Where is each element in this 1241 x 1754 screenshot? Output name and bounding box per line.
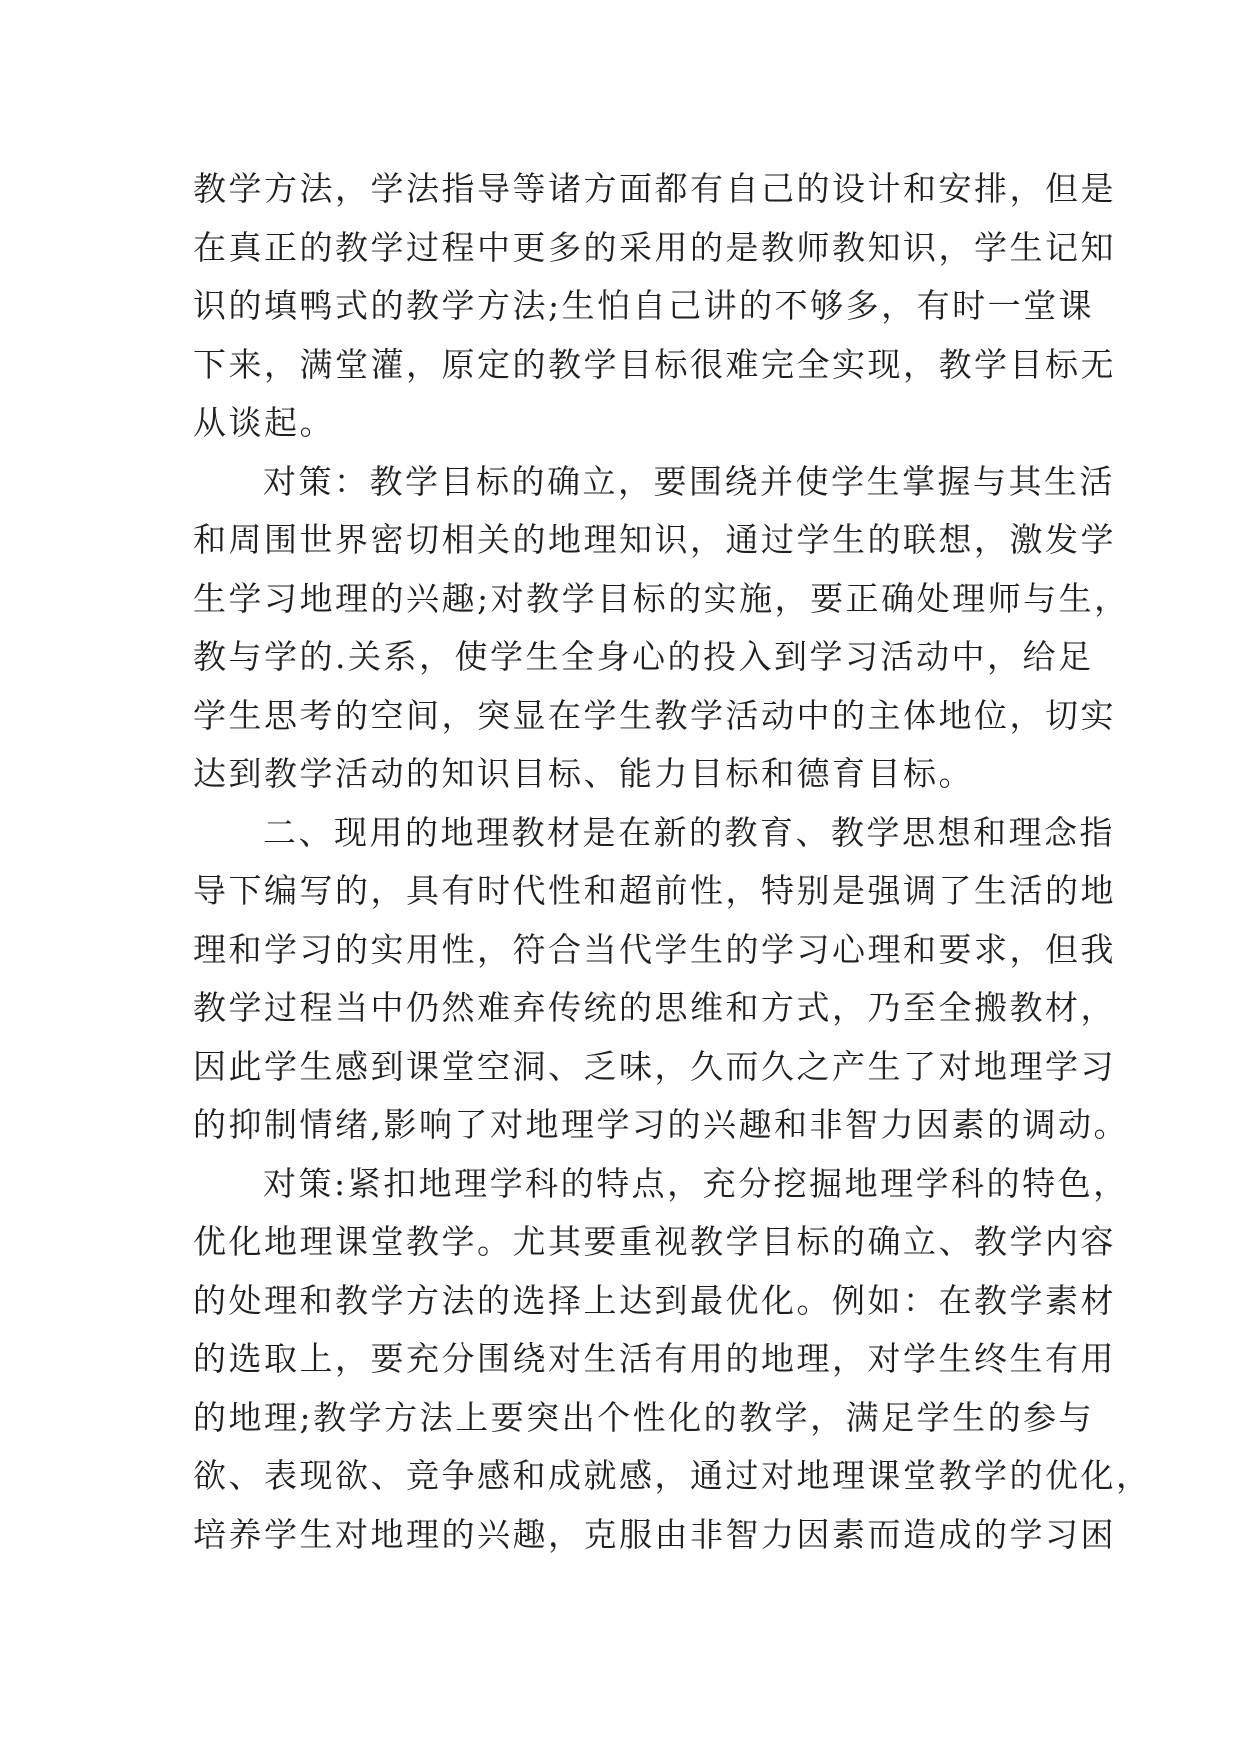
text-line: 教学过程当中仍然难弃传统的思维和方式，乃至全搬教材，: [193, 988, 1116, 1027]
text-line: 的抑制情绪,影响了对地理学习的兴趣和非智力因素的调动。: [193, 1105, 1129, 1144]
text-line: 教学方法，学法指导等诸方面都有自己的设计和安排，但是: [193, 169, 1116, 208]
text-line: 的地理;教学方法上要突出个性化的教学，满足学生的参与: [193, 1397, 1095, 1437]
text-line: 在真正的教学过程中更多的采用的是教师教知识，学生记知: [193, 227, 1116, 267]
text-line: 优化地理课堂教学。尤其要重视教学目标的确立、教学内容: [193, 1222, 1116, 1261]
text-line: 学生思考的空间，突显在学生教学活动中的主体地位，切实: [193, 695, 1116, 735]
text-line: 和周围世界密切相关的地理知识，通过学生的联想，激发学: [193, 520, 1116, 559]
text-line: 欲、表现欲、竞争感和成就感，通过对地理课堂教学的优化，: [193, 1456, 1152, 1495]
document-body: [193, 160, 1152, 1564]
text-line: 识的填鸭式的教学方法;生怕自己讲的不够多，有时一堂课: [193, 286, 1095, 325]
text-line: 对策:紧扣地理学科的特点，充分挖掘地理学科的特色，: [263, 1163, 1129, 1203]
text-line: 因此学生感到课堂空洞、乏味，久而久之产生了对地理学习: [193, 1046, 1116, 1086]
text-line: 对策：教学目标的确立，要围绕并使学生掌握与其生活: [263, 461, 1115, 501]
text-line: 二、现用的地理教材是在新的教育、教学思想和理念指: [263, 812, 1115, 852]
text-line: 导下编写的，具有时代性和超前性，特别是强调了生活的地: [193, 871, 1116, 910]
text-line: 理和学习的实用性，符合当代学生的学习心理和要求，但我: [193, 929, 1116, 969]
text-line: 达到教学活动的知识目标、能力目标和德育目标。: [193, 754, 974, 793]
text-line: 从谈起。: [193, 403, 335, 442]
text-line: 的处理和教学方法的选择上达到最优化。例如：在教学素材: [193, 1280, 1116, 1320]
text-line: 生学习地理的兴趣;对教学目标的实施，要正确处理师与生，: [193, 578, 1130, 618]
text-line: 培养学生对地理的兴趣，克服由非智力因素而造成的学习困: [193, 1514, 1116, 1554]
text-line: 下来，满堂灌，原定的教学目标很难完全实现，教学目标无: [193, 344, 1116, 384]
text-line: 的选取上，要充分围绕对生活有用的地理，对学生终生有用: [193, 1339, 1116, 1378]
text-line: 教与学的.关系，使学生全身心的投入到学习活动中，给足: [193, 637, 1094, 676]
